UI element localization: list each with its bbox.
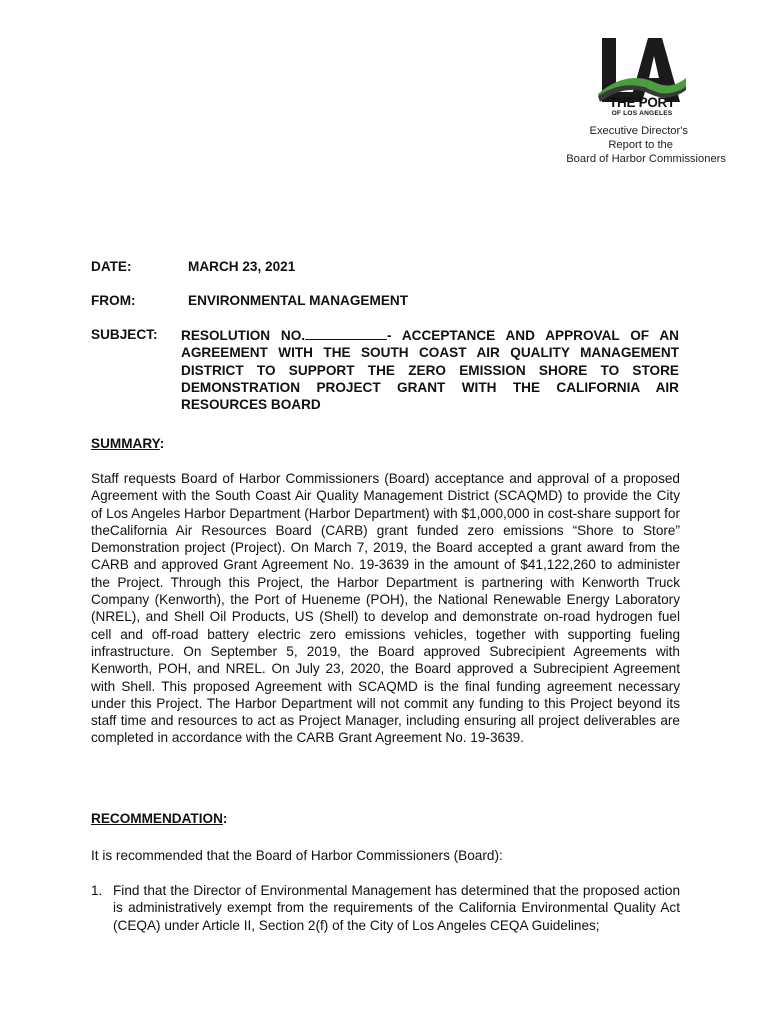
recommendation-item-number: 1. <box>91 883 103 898</box>
date-label: DATE: <box>91 259 132 274</box>
summary-body: Staff requests Board of Harbor Commissioners (Board) acceptance and approval of a proposed Agreement with the South Coast Air Quality Management District (SCAQMD) to provide the City of Los Angeles Harbor Department (Harbor Department) with $1,000,000 in cost-share support for theCalifornia Air Resources Board (CARB) grant funded zero emissions “Shore to Store” Demonstration project (Project). On March 7, 2019, the Board accepted a grant award from the CARB and approved Grant Agreement No. 19-3639 in the amount of $41,122,260 to administer the Project. Through this Project, the Harbor Department is partnering with Kenworth Truck Company (Kenworth), the Port of Hueneme (POH), the National Renewable Energy Laboratory (NREL), and Shell Oil Products, US (Shell) to develop and demonstrate on-road hydrogen fuel cell and off-road battery electric zero emissions vehicles, together with supporting fueling infrastructure. On September 5, 2019, the Board approved Subrecipient Agreements with Kenworth, POH, and NREL. On July 23, 2020, the Board approved a Subrecipient Agreement with Shell. This proposed Agreement with SCAQMD is the final funding agreement necessary under this Project. The Harbor Department will not commit any funding to this Project beyond its staff time and resources to act as Project Manager, including ensuring all project deliverables are completed in accordance with the CARB Grant Agreement No. 19-3639. <box>91 471 680 746</box>
subject-body: - ACCEPTANCE AND APPROVAL OF AN AGREEMENT WITH THE SOUTH COAST AIR QUALITY MANAGEMENT DISTRICT TO SUPPORT THE ZERO EMISSION SHORE TO STORE DEMONSTRATION PROJECT GRANT WITH THE CALIFORNIA AIR RESOURCES BOARD <box>181 328 679 413</box>
from-label: FROM: <box>91 293 136 308</box>
port-name-line1: THE PORT <box>609 95 675 110</box>
report-caption-line1: Executive Director's <box>589 125 688 137</box>
subject-label: SUBJECT: <box>91 327 158 342</box>
recommendation-item <box>91 882 680 934</box>
report-caption <box>566 124 726 166</box>
recommendation-heading-text: RECOMMENDATION <box>91 811 223 826</box>
from-value: ENVIRONMENTAL MANAGEMENT <box>188 293 409 308</box>
summary-heading <box>91 436 164 451</box>
resolution-number-blank <box>305 327 387 340</box>
recommendation-heading-colon: : <box>222 811 228 826</box>
report-caption-line2: Report to the <box>608 139 673 151</box>
summary-heading-text: SUMMARY <box>91 436 160 451</box>
subject-prefix: RESOLUTION NO. <box>181 328 306 343</box>
port-name <box>592 96 692 118</box>
recommendation-heading <box>91 811 227 826</box>
port-name-line2: OF LOS ANGELES <box>611 110 673 117</box>
recommendation-item-text: Find that the Director of Environmental Management has determined that the proposed action is administratively exempt from the requirements of the California Environmental Quality Act (CEQA) under Article II, Section 2(f) of the City of Los Angeles CEQA Guidelines; <box>113 883 680 933</box>
report-caption-line3: Board of Harbor Commissioners <box>566 153 726 165</box>
recommendation-intro: It is recommended that the Board of Harbor Commissioners (Board): <box>91 848 503 863</box>
subject-text <box>181 327 679 413</box>
date-value: MARCH 23, 2021 <box>188 259 296 274</box>
summary-heading-colon: : <box>159 436 165 451</box>
